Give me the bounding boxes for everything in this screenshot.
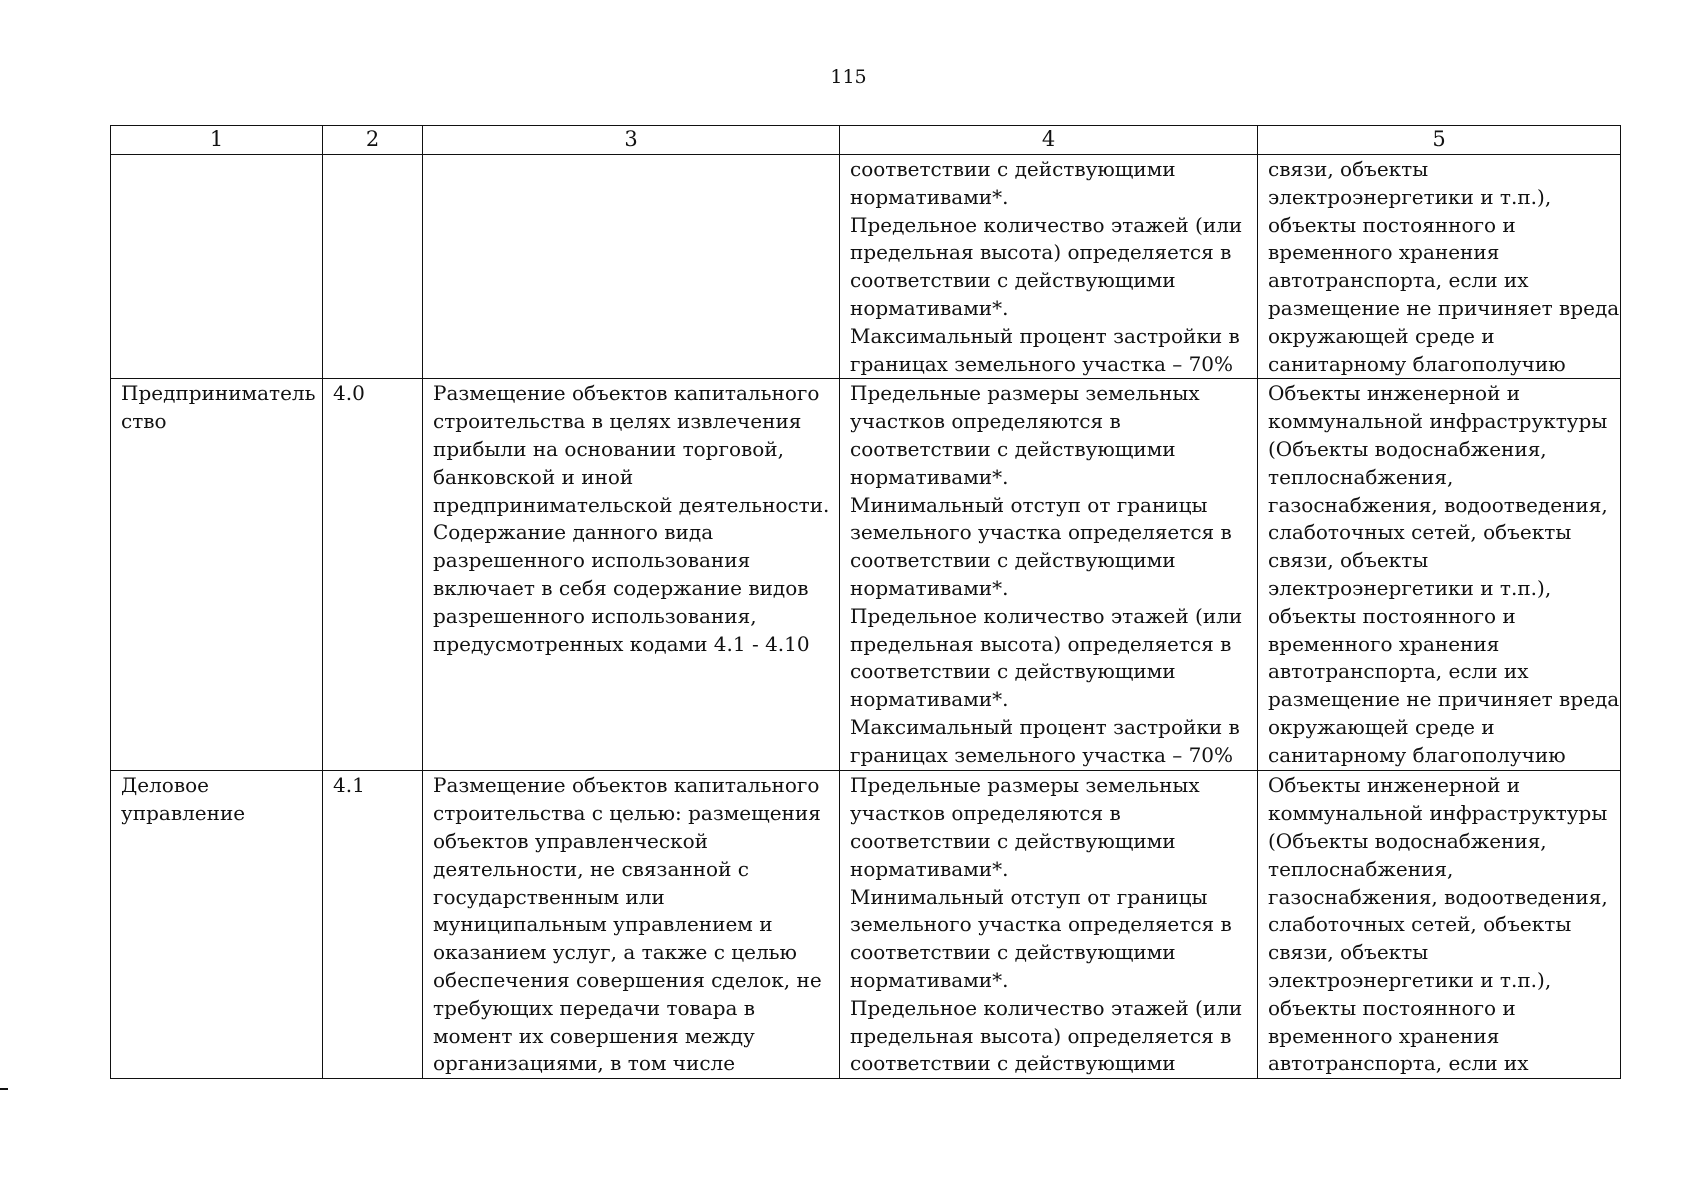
cell-text-line: участков определяются в: [850, 801, 1121, 826]
cell-text-line: разрешенного использования: [433, 548, 751, 573]
cell-text-line: слаботочных сетей, объекты: [1268, 912, 1572, 937]
cell-text-line: муниципальным управлением и: [433, 912, 773, 937]
cell-text-line: нормативами*.: [850, 687, 1009, 712]
auxiliary-uses-cell: [1258, 771, 1621, 1079]
cell-text-line: газоснабжения, водоотведения,: [1268, 884, 1608, 909]
cell-text-line: связи, объекты: [1268, 940, 1429, 965]
use-code-cell: [323, 379, 423, 771]
cell-text-line: организациями, в том числе: [433, 1051, 736, 1076]
cell-text-line: Предельное количество этажей (или: [850, 212, 1243, 237]
cell-text-line: связи, объекты: [1268, 548, 1429, 573]
cell-text-line: Минимальный отступ от границы: [850, 884, 1208, 909]
cell-text-line: банковской и иной: [433, 464, 634, 489]
table-row: [111, 155, 1621, 379]
cell-text-line: соответствии с действующими: [850, 1051, 1176, 1076]
cell-text-line: газоснабжения, водоотведения,: [1268, 492, 1608, 517]
cell-text-line: соответствии с действующими: [850, 828, 1176, 853]
cell-text-line: нормативами*.: [850, 464, 1009, 489]
cell-text-line: земельного участка определяется в: [850, 912, 1232, 937]
cell-text-line: предпринимательской деятельности.: [433, 492, 830, 517]
cell-text-line: соответствии с действующими: [850, 436, 1176, 461]
cell-text-line: границах земельного участка – 70%: [850, 742, 1234, 767]
cell-text-line: соответствии с действующими: [850, 659, 1176, 684]
use-name-cell: [111, 771, 323, 1079]
cell-text-line: Максимальный процент застройки в: [850, 323, 1240, 348]
column-header-2: 2: [323, 126, 423, 155]
cell-text-line: временного хранения: [1268, 240, 1500, 265]
cell-text-line: земельного участка определяется в: [850, 520, 1232, 545]
cell-text-line: деятельности, не связанной с: [433, 856, 749, 881]
cell-text-line: электроэнергетики и т.п.),: [1268, 184, 1552, 209]
cell-text-line: Максимальный процент застройки в: [850, 714, 1240, 739]
margin-mark: [0, 1088, 8, 1090]
cell-text-line: обеспечения совершения сделок, не: [433, 967, 822, 992]
cell-text-line: момент их совершения между: [433, 1023, 755, 1048]
cell-text-line: строительства в целях извлечения: [433, 409, 802, 434]
cell-text-line: окружающей среде и: [1268, 714, 1495, 739]
cell-text-line: Предельные размеры земельных: [850, 381, 1200, 406]
cell-text-line: Объекты инженерной и: [1268, 381, 1521, 406]
cell-text-line: соответствии с действующими: [850, 548, 1176, 573]
cell-text-line: коммунальной инфраструктуры: [1268, 801, 1608, 826]
cell-text-line: размещение не причиняет вреда: [1268, 687, 1620, 712]
page-number: 115: [830, 66, 867, 88]
cell-text-line: прибыли на основании торговой,: [433, 436, 784, 461]
cell-text-line: санитарному благополучию: [1268, 742, 1566, 767]
cell-text-line: нормативами*.: [850, 295, 1009, 320]
cell-text-line: Предельное количество этажей (или: [850, 995, 1243, 1020]
cell-text-line: (Объекты водоснабжения,: [1268, 828, 1547, 853]
cell-text-line: электроэнергетики и т.п.),: [1268, 967, 1552, 992]
cell-text-line: электроэнергетики и т.п.),: [1268, 575, 1552, 600]
cell-text-line: предельная высота) определяется в: [850, 240, 1232, 265]
cell-text-line: разрешенного использования,: [433, 603, 757, 628]
cell-text-line: соответствии с действующими: [850, 268, 1176, 293]
auxiliary-uses-cell: [1258, 155, 1621, 379]
cell-text-line: объекты постоянного и: [1268, 603, 1516, 628]
use-name-cell: [111, 155, 323, 379]
cell-text-line: строительства с целью: размещения: [433, 801, 821, 826]
cell-text-line: предельная высота) определяется в: [850, 1023, 1232, 1048]
cell-text-line: автотранспорта, если их: [1268, 659, 1529, 684]
cell-text-line: временного хранения: [1268, 1023, 1500, 1048]
parameters-cell: [840, 155, 1258, 379]
table-row: [111, 379, 1621, 771]
cell-text-line: 4.1: [333, 773, 365, 798]
cell-text-line: Предельные размеры земельных: [850, 773, 1200, 798]
cell-text-line: Предельное количество этажей (или: [850, 603, 1243, 628]
cell-text-line: автотранспорта, если их: [1268, 1051, 1529, 1076]
cell-text-line: теплоснабжения,: [1268, 856, 1454, 881]
table-header-row: [111, 126, 1621, 155]
cell-text-line: требующих передачи товара в: [433, 995, 756, 1020]
use-code-cell: [323, 155, 423, 379]
auxiliary-uses-cell: [1258, 379, 1621, 771]
cell-text-line: теплоснабжения,: [1268, 464, 1454, 489]
cell-text-line: автотранспорта, если их: [1268, 268, 1529, 293]
cell-text-line: окружающей среде и: [1268, 323, 1495, 348]
cell-text-line: Объекты инженерной и: [1268, 773, 1521, 798]
cell-text-line: связи, объекты: [1268, 157, 1429, 181]
cell-text-line: нормативами*.: [850, 575, 1009, 600]
cell-text-line: слаботочных сетей, объекты: [1268, 520, 1572, 545]
parameters-cell: [840, 379, 1258, 771]
cell-text-line: ство: [121, 409, 167, 434]
column-header-4: 4: [840, 126, 1258, 155]
cell-text-line: оказанием услуг, а также с целью: [433, 940, 797, 965]
use-description-cell: [423, 379, 840, 771]
parameters-cell: [840, 771, 1258, 1079]
cell-text-line: нормативами*.: [850, 967, 1009, 992]
cell-text-line: государственным или: [433, 884, 665, 909]
cell-text-line: включает в себя содержание видов: [433, 575, 809, 600]
cell-text-line: объектов управленческой: [433, 828, 708, 853]
cell-text-line: нормативами*.: [850, 184, 1009, 209]
table-row: [111, 771, 1621, 1079]
cell-text-line: участков определяются в: [850, 409, 1121, 434]
land-use-table: [110, 125, 1621, 1079]
cell-text-line: нормативами*.: [850, 856, 1009, 881]
cell-text-line: соответствии с действующими: [850, 940, 1176, 965]
use-name-cell: [111, 379, 323, 771]
use-description-cell: [423, 771, 840, 1079]
cell-text-line: Деловое: [121, 773, 209, 798]
column-header-1: 1: [111, 126, 323, 155]
cell-text-line: Размещение объектов капитального: [433, 773, 820, 798]
cell-text-line: Предприниматель: [121, 381, 316, 406]
cell-text-line: санитарному благополучию: [1268, 351, 1566, 376]
cell-text-line: (Объекты водоснабжения,: [1268, 436, 1547, 461]
use-description-cell: [423, 155, 840, 379]
cell-text-line: предельная высота) определяется в: [850, 631, 1232, 656]
cell-text-line: коммунальной инфраструктуры: [1268, 409, 1608, 434]
column-header-3: 3: [423, 126, 840, 155]
cell-text-line: границах земельного участка – 70%: [850, 351, 1234, 376]
cell-text-line: Размещение объектов капитального: [433, 381, 820, 406]
cell-text-line: предусмотренных кодами 4.1 - 4.10: [433, 631, 810, 656]
cell-text-line: временного хранения: [1268, 631, 1500, 656]
cell-text-line: Минимальный отступ от границы: [850, 492, 1208, 517]
cell-text-line: Содержание данного вида: [433, 520, 714, 545]
column-header-5: 5: [1258, 126, 1621, 155]
cell-text-line: объекты постоянного и: [1268, 212, 1516, 237]
use-code-cell: [323, 771, 423, 1079]
cell-text-line: управление: [121, 801, 246, 826]
cell-text-line: соответствии с действующими: [850, 157, 1176, 181]
cell-text-line: размещение не причиняет вреда: [1268, 295, 1620, 320]
cell-text-line: объекты постоянного и: [1268, 995, 1516, 1020]
cell-text-line: 4.0: [333, 381, 365, 406]
